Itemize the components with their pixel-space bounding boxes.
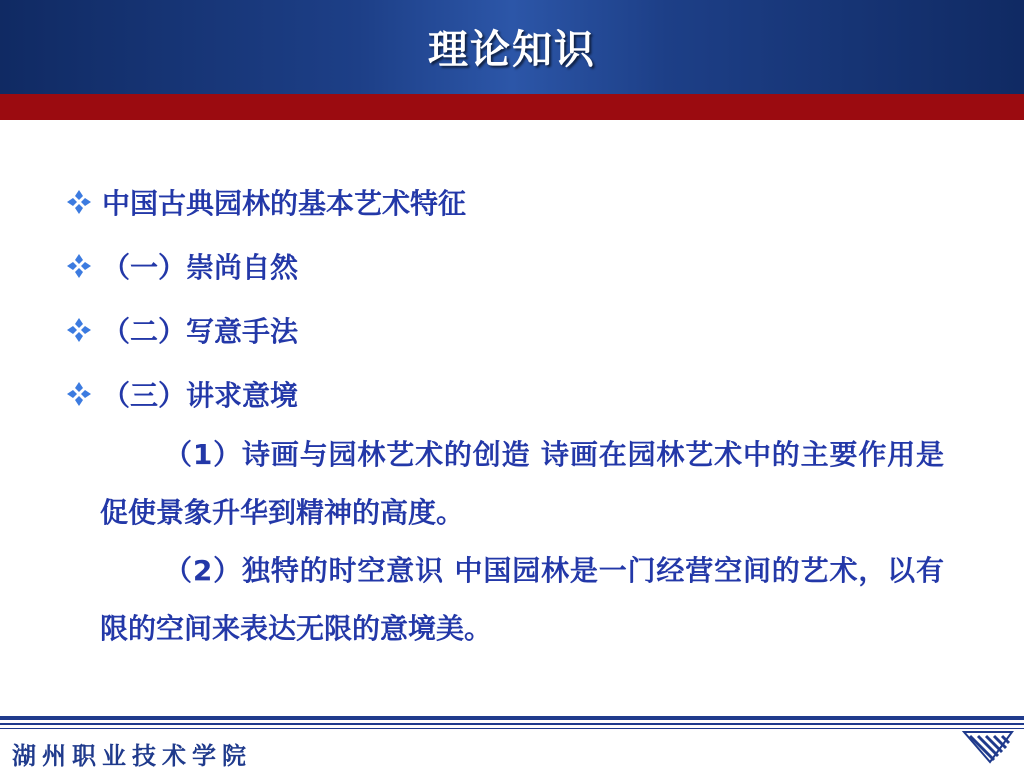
bullet-text: （一）崇尚自然 <box>102 251 299 284</box>
page-title: 理论知识 <box>428 27 596 73</box>
diamond-bullet-icon <box>64 315 94 345</box>
bullet-item <box>64 298 944 362</box>
diamond-bullet-icon <box>64 379 94 409</box>
paragraph-text: （1）诗画与园林艺术的创造 诗画在园林艺术中的主要作用是促使景象升华到精神的高度。 <box>100 438 944 529</box>
footer-rule <box>0 728 1024 729</box>
footer-rule <box>0 723 1024 725</box>
paragraph <box>64 426 944 542</box>
bullet-item <box>64 234 944 298</box>
footer-rule <box>0 716 1024 720</box>
paragraph-text: （2）独特的时空意识 中国园林是一门经营空间的艺术，以有限的空间来表达无限的意境美。 <box>100 554 944 645</box>
stripes-logo-icon <box>960 730 1014 764</box>
paragraph <box>64 542 944 658</box>
diamond-bullet-icon <box>64 251 94 281</box>
bullet-item <box>64 170 944 234</box>
slide-content <box>64 170 944 658</box>
bullet-text: （二）写意手法 <box>102 315 299 348</box>
bullet-text: 中国古典园林的基本艺术特征 <box>102 187 467 220</box>
bullet-text: （三）讲求意境 <box>102 379 299 412</box>
header-red-band <box>0 94 1024 120</box>
diamond-bullet-icon <box>64 187 94 217</box>
bullet-item <box>64 362 944 426</box>
footer-institution: 湖州职业技术学院 <box>12 742 252 770</box>
